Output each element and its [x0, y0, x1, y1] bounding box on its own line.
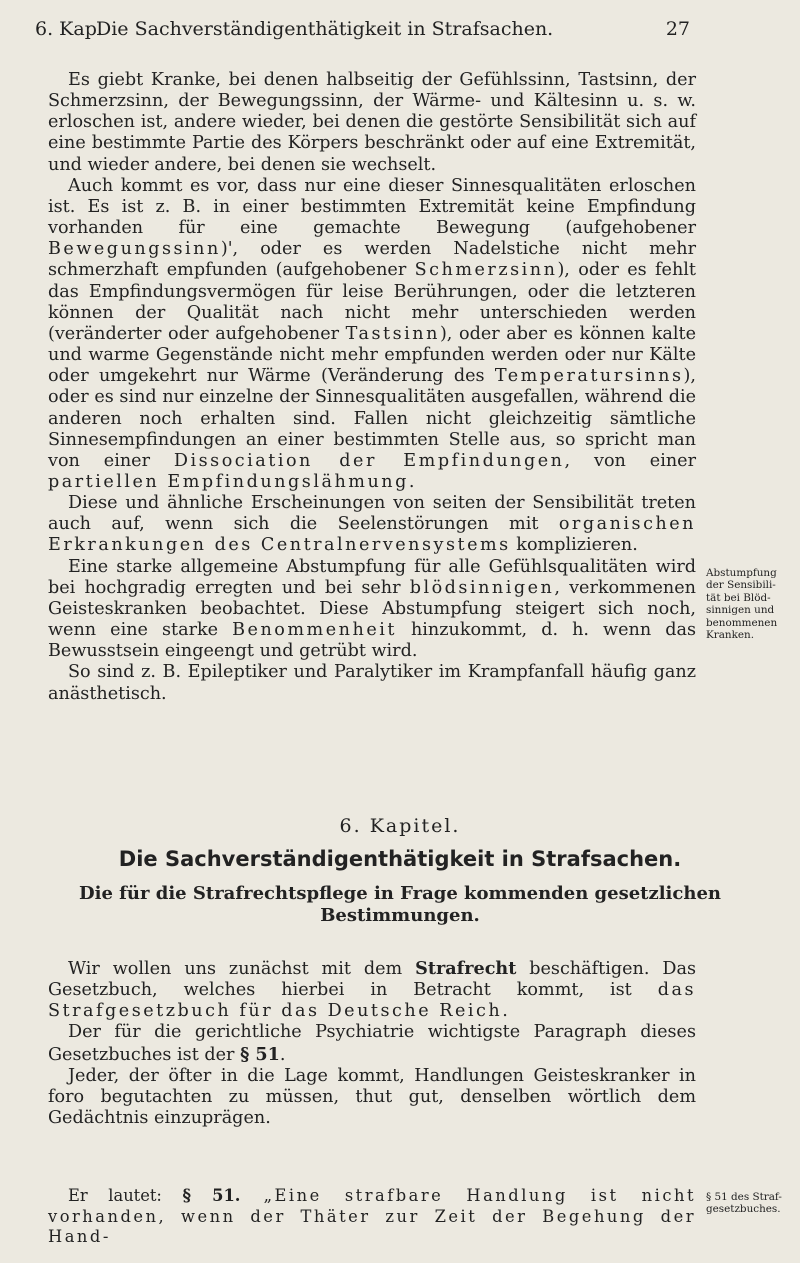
- paragraph-3: [48, 493, 696, 556]
- spaced-term: das Strafgesetzbuch für das Deutsche Reich: [48, 980, 696, 1022]
- header-title: Die Sachverständigenthätigkeit in Strafsachen.: [96, 18, 554, 40]
- text-run: Wir wollen uns zunächst mit dem: [68, 959, 416, 979]
- spaced-term: „Eine strafbare Handlung ist nicht vorhanden, wenn der Thäter zur Zeit der Begehung der Hand-: [48, 1186, 696, 1246]
- bold-term: § 51: [240, 1043, 280, 1065]
- text-run: .: [279, 1044, 286, 1065]
- text-run: Er lautet:: [68, 1186, 183, 1205]
- paragraph-6: [48, 958, 696, 1022]
- margin-line: benommenen: [706, 616, 778, 629]
- text-run: ), oder es fehlt das Empfindungsvermögen für leise Berührungen, oder die letzteren können der Qualität nach nicht mehr unterschieden werden (veränderter oder aufgehobener: [48, 260, 696, 344]
- running-header: [0, 18, 690, 48]
- quoted-law-text: [48, 1186, 696, 1248]
- section-heading-line: Die für die Strafrechtspflege in Frage kommenden gesetzlichen: [79, 883, 721, 904]
- text-run: Auch kommt es vor, dass nur eine dieser Sinnesqualitäten erloschen ist. Es ist z. B. in einer bestimmten Extremität keine Empfindung vorhanden für eine gemachte Bewegung (aufgehobener: [48, 175, 696, 239]
- spaced-term: Bewegungssinn: [48, 239, 221, 260]
- spaced-term: organischen Erkrankungen des Centralnervensystems: [48, 514, 696, 556]
- spaced-term: blödsinnigen: [409, 577, 555, 598]
- paragraph-8: [48, 1066, 696, 1129]
- text-run: .: [408, 471, 415, 492]
- text-run: beschäftigen. Das Gesetzbuch, welches hierbei in Betracht kommt, ist: [48, 959, 696, 1001]
- margin-note-paragraph-51: [706, 1191, 800, 1216]
- text-run: , von einer: [564, 450, 696, 471]
- chapter-title: Die Sachverständigenthätigkeit in Strafsachen.: [118, 847, 682, 871]
- margin-line: gesetzbuches.: [706, 1203, 781, 1216]
- page-number: 27: [665, 18, 690, 40]
- spaced-term: Schmerzsinn: [414, 260, 558, 281]
- paragraph-1: [48, 70, 696, 176]
- text-run: Es giebt Kranke, bei denen halbseitig der Gefühlssinn, Tastsinn, der Schmerzsinn, der Bewegungssinn, der Wärme- und Kältesinn u. s. w. erloschen ist, andere wieder, bei denen die gestörte Sensibilität sich auf eine bestimmte Partie des Körpers beschränkt oder auf eine Extremität, und wieder andere, bei denen sie wechselt.: [48, 70, 696, 175]
- spaced-term: Tastsinn: [345, 323, 440, 344]
- margin-line: tät bei Blöd-: [706, 591, 771, 604]
- spaced-term: partiellen Empfindungslähmung: [48, 471, 409, 492]
- text-run: komplizieren.: [510, 535, 638, 556]
- bold-term: Strafrecht: [415, 958, 517, 979]
- main-text-top: [48, 70, 696, 705]
- margin-line: sinnigen und: [706, 604, 775, 617]
- text-run: Jeder, der öfter in die Lage kommt, Handlungen Geisteskranker in foro begutachten zu müssen, thut gut, denselben wörtlich dem Gedächtnis einzuprägen.: [48, 1065, 696, 1129]
- spaced-term: Temperatursinns: [494, 366, 684, 387]
- paragraph-7: [48, 1022, 696, 1065]
- text-run: ), oder es sind nur einzelne der Sinnesqualitäten ausgefallen, während die anderen noch erhalten sind. Fallen nicht gleichzeitig sämtliche Sinnesempfindungen an einer bestimmten Stelle aus, so spricht man von einer: [48, 366, 696, 471]
- header-chapter-number: 6. Kap.: [35, 18, 103, 40]
- text-run: ), oder aber es können kalte und warme Gegenstände nicht mehr empfunden werden oder nur Kälte oder umgekehrt nur Wärme (Veränderung des: [48, 323, 696, 387]
- margin-note-abstumpfung: [706, 567, 800, 641]
- text-run: .: [502, 1001, 508, 1022]
- text-run: Eine starke allgemeine Abstumpfung für alle Gefühlsqualitäten wird bei hochgradig erregten und bei sehr: [48, 556, 696, 598]
- margin-line: § 51 des Straf-: [706, 1191, 782, 1203]
- text-run: , verkommenen Geisteskranken beobachtet. Diese Abstumpfung steigert sich noch, wenn eine starke: [48, 577, 696, 641]
- text-run: )', oder es werden Nadelstiche nicht mehr schmerzhaft empfunden (aufgehobener: [48, 239, 696, 281]
- main-text-bottom: [48, 958, 696, 1129]
- section-heading-line: Bestimmungen.: [320, 905, 480, 926]
- spaced-term: Benommenheit: [232, 620, 397, 641]
- margin-line: der Sensibili-: [706, 579, 776, 592]
- paragraph-4: [48, 557, 696, 663]
- spaced-term: Dissociation der Empfindungen: [173, 450, 565, 471]
- bold-term: § 51.: [182, 1186, 241, 1205]
- paragraph-2: [48, 176, 696, 493]
- margin-line: Abstumpfung: [706, 567, 777, 579]
- margin-line: Kranken.: [706, 629, 755, 642]
- paragraph-5: [48, 662, 696, 704]
- paragraph-9: [48, 1186, 696, 1248]
- text-run: hinzukommt, d. h. wenn das Bewusstsein eingeengt und getrübt wird.: [48, 620, 697, 662]
- text-run: So sind z. B. Epileptiker und Paralytiker im Krampfanfall häufig ganz anästhetisch.: [48, 662, 696, 704]
- text-run: Diese und ähnliche Erscheinungen von seiten der Sensibilität treten auch auf, wenn sich die Seelenstörungen mit: [48, 493, 696, 535]
- chapter-number: 6. Kapitel.: [339, 815, 461, 837]
- text-run: Der für die gerichtliche Psychiatrie wichtigste Paragraph dieses Gesetzbuches ist der: [48, 1022, 696, 1065]
- section-heading: [0, 883, 800, 927]
